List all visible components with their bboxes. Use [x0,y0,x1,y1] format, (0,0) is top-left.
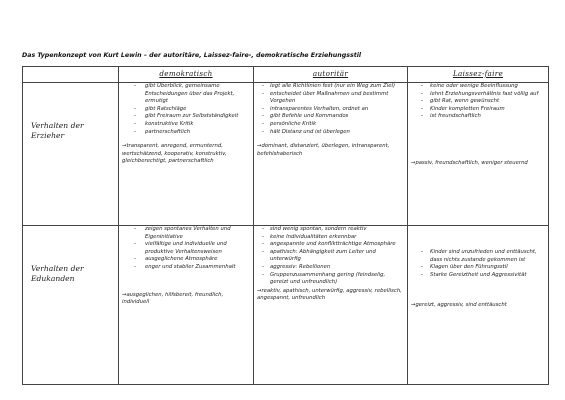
corner-cell [23,67,119,83]
row-label: Verhalten der Erzieher [31,121,84,140]
list-item: - keine oder wenige Beeinflussung [408,83,545,91]
list-item: - aggressiv: Rebellionen [254,264,404,272]
column-header-demokratisch [119,67,254,83]
list-item: - legt alle Richtlinien fest (nur ein Weg zum Ziel) [254,83,404,91]
comparison-table [22,66,549,385]
list-item: - zeigen spontanes Verhalten und Eigeninitiative [119,226,250,241]
row-label-cell [23,226,119,385]
column-header-label: autoritär [312,68,349,78]
list-item: - ausgeglichene Atmosphäre [119,256,250,264]
bullet-list [254,226,407,287]
bullet-list [254,83,407,136]
table-row [23,226,549,385]
list-item: - lehnt Erziehungsverhältnis fast völlig auf [408,91,545,99]
bullet-list [119,226,253,272]
list-item: - entscheidet über Maßnahmen und bestimmt Vorgehen [254,91,404,106]
summary-text: →dominant, distanziert, überlegen, intransparent, befehlshaberisch [257,143,390,157]
cell-demokratisch-erzieher [119,83,254,226]
bullet-list [119,83,253,136]
cell-demokratisch-edukanden [119,226,254,385]
list-item: - partnerschaftlich [119,129,250,137]
list-item: - ist freundschaftlich [408,113,545,121]
list-item: - konstruktive Kritik [119,121,250,129]
list-item: - Gruppenzusammenhang gering (feindselig, gereizt und unfreundlich) [254,272,404,287]
summary-text: →gereizt, aggressiv, sind enttäuscht [411,302,507,309]
column-header-laissez-faire [408,67,549,83]
list-item: - gibt Freiraum zur Selbstständigkeit [119,113,250,121]
list-item: - Kinder kompletten Freiraum [408,106,545,114]
bullet-list [408,249,548,279]
row-label: Verhalten der Edukanden [31,264,84,283]
column-header-label: Laissez-faire [452,68,504,78]
list-item: - apathisch: Abhängigkeit zum Leiter und unterwürfig [254,249,404,264]
list-item: - angespannte und konfliktträchtige Atmosphäre [254,241,404,249]
list-item: - gibt Überblick, gemeinsame Entscheidungen über das Projekt, ermutigt [119,83,250,106]
list-item: - gibt Befehle und Kommandos [254,113,404,121]
list-item: - gibt Rat, wenn gewünscht [408,98,545,106]
list-item: - persönliche Kritik [254,121,404,129]
table-row [23,83,549,226]
column-header-label: demokratisch [159,68,213,78]
table-header-row [23,67,549,83]
cell-autoritaer-erzieher [254,83,408,226]
list-item: - Klagen über den Führungsstil [408,264,545,272]
summary-text: →reaktiv, apathisch, unterwürfig, aggressiv, rebellisch, angespannt, unfreundlich [257,287,402,302]
summary-text: →passiv, freundschaftlich, weniger steuernd [411,159,528,166]
cell-autoritaer-edukanden [254,226,408,385]
bullet-list [408,83,548,121]
list-item: - vielfältige und individuelle und produktive Verhaltensweisen [119,241,250,256]
list-item: - sind wenig spontan, sondern reaktiv [254,226,404,234]
cell-laissez-faire-edukanden [408,226,549,385]
summary-text: →transparent, anregend, ermunternd, wertschätzend, kooperativ, konstruktiv, gleichberechtigt, partnerschaftlich [122,143,227,165]
column-header-autoritaer [254,67,408,83]
list-item: - keine Individualitäten erkennbar [254,234,404,242]
list-item: - gibt Ratschläge [119,106,250,114]
row-label-cell [23,83,119,226]
list-item: - enger und stabiler Zusammenhalt [119,264,250,272]
list-item: - Starke Gereiztheit und Aggressivität [408,272,545,280]
list-item: - Kinder sind unzufrieden und enttäuscht, dass nichts zustande gekommen ist [408,249,545,264]
list-item: - hält Distanz und ist überlegen [254,129,404,137]
summary-text: →ausgeglichen, hilfsbereit, freundlich, individuell [122,291,224,306]
cell-laissez-faire-erzieher [408,83,549,226]
list-item: - intransparentes Verhalten, ordnet an [254,106,404,114]
page-title: Das Typenkonzept von Kurt Lewin – der autoritäre, Laissez-faire-, demokratische Erziehungsstil [22,52,362,59]
